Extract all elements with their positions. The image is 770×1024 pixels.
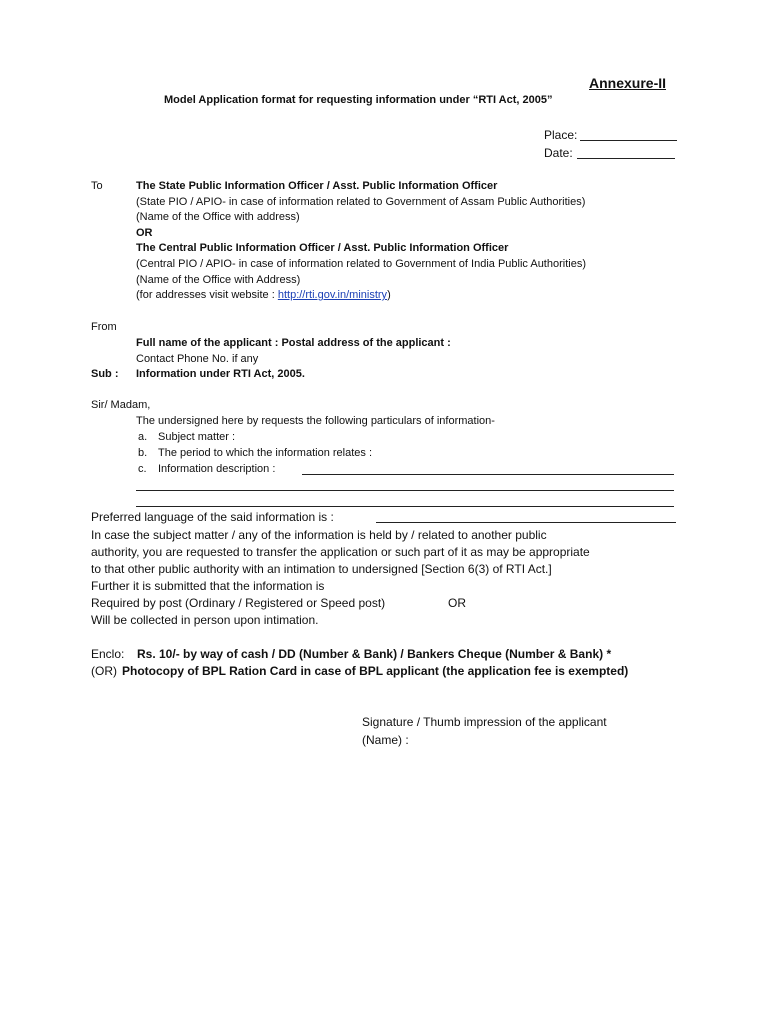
intro-text: The undersigned here by requests the following particulars of information- [136, 415, 495, 427]
item-description: Information description : [158, 463, 276, 475]
subject-label: Sub : [91, 368, 119, 380]
page-title: Model Application format for requesting information under “RTI Act, 2005” [164, 94, 553, 106]
contact-phone: Contact Phone No. if any [136, 353, 259, 365]
signature-name: (Name) : [362, 733, 409, 747]
date-label: Date: [544, 146, 573, 160]
website-link[interactable]: http://rti.gov.in/ministry [277, 289, 388, 301]
description-line[interactable] [302, 474, 674, 475]
item-marker: c. [138, 463, 147, 475]
item-marker: b. [138, 447, 148, 459]
enclosure-or: (OR) [91, 664, 117, 678]
preferred-language-label: Preferred language of the said information is : [91, 510, 334, 524]
salutation: Sir/ Madam, [91, 399, 151, 411]
or-separator: OR [136, 227, 153, 239]
preferred-language-field[interactable] [376, 522, 676, 523]
description-line[interactable] [136, 506, 674, 507]
website-prefix: (for addresses visit website : [136, 289, 278, 301]
transfer-text-2: authority, you are requested to transfer the application or such part of it as may be appropriate [91, 545, 590, 559]
collect-option: Will be collected in person upon intimation. [91, 613, 319, 627]
description-line[interactable] [136, 490, 674, 491]
transfer-text-3: to that other public authority with an intimation to undersigned [Section 6(3) of RTI Act.] [91, 562, 552, 576]
date-field[interactable] [577, 158, 675, 159]
post-or: OR [448, 596, 466, 610]
enclosure-label: Enclo: [91, 647, 125, 661]
enclosure-bpl: Photocopy of BPL Ration Card in case of BPL applicant (the application fee is exempted) [122, 664, 629, 678]
state-note: (State PIO / APIO- in case of information related to Government of Assam Public Authorities) [136, 196, 586, 208]
state-officer: The State Public Information Officer / Asst. Public Information Officer [136, 180, 498, 192]
website-line [136, 288, 391, 303]
item-marker: a. [138, 431, 148, 443]
place-label: Place: [544, 128, 578, 142]
item-subject-matter: Subject matter : [158, 431, 236, 443]
item-period: The period to which the information relates : [158, 447, 373, 459]
state-office: (Name of the Office with address) [136, 211, 300, 223]
central-office: (Name of the Office with Address) [136, 274, 301, 286]
place-field[interactable] [580, 140, 677, 141]
from-label: From [91, 321, 117, 333]
website-suffix: ) [387, 289, 391, 301]
annexure-heading: Annexure-II [589, 75, 667, 91]
applicant-details: Full name of the applicant : Postal address of the applicant : [136, 337, 451, 349]
post-option: Required by post (Ordinary / Registered or Speed post) [91, 596, 386, 610]
further-text: Further it is submitted that the information is [91, 579, 325, 593]
subject-text: Information under RTI Act, 2005. [136, 368, 305, 380]
to-label: To [91, 180, 103, 192]
signature-label: Signature / Thumb impression of the applicant [362, 715, 607, 729]
enclosure-fee: Rs. 10/- by way of cash / DD (Number & Bank) / Bankers Cheque (Number & Bank) * [137, 647, 612, 661]
central-note: (Central PIO / APIO- in case of information related to Government of India Public Authorities) [136, 258, 586, 270]
central-officer: The Central Public Information Officer / Asst. Public Information Officer [136, 242, 509, 254]
transfer-text-1: In case the subject matter / any of the information is held by / related to another public [91, 528, 547, 542]
